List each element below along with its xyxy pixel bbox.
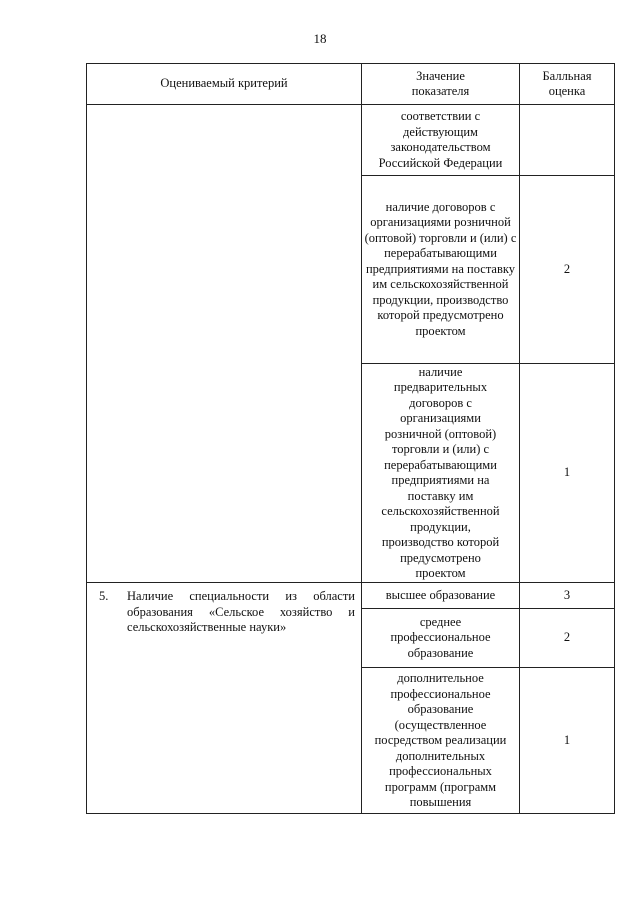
score-cell: 2: [520, 609, 615, 668]
score-cell: 3: [520, 583, 615, 609]
criterion-text: Наличие специальности из области образования «Сельское хозяйство и сельскохозяйственные науки»: [127, 589, 355, 634]
value-cell: высшее образование: [362, 583, 520, 609]
score-cell: [520, 105, 615, 176]
header-score: Балльная оценка: [520, 64, 615, 105]
criterion-cell-continued: [87, 105, 362, 583]
table-row: [87, 105, 615, 176]
table-row: [87, 583, 615, 609]
criteria-table: [86, 63, 615, 814]
header-criterion: Оцениваемый критерий: [87, 64, 362, 105]
score-cell: 2: [520, 176, 615, 364]
score-cell: 1: [520, 364, 615, 583]
criterion-number: 5.: [99, 589, 109, 603]
page-number: 18: [313, 31, 327, 46]
value-cell: наличие договоров с организациями розничной (оптовой) торговли и (или) с перерабатывающими предприятиями на поставку им сельскохозяйственной продукции, производство которой предусмотрено проектом: [362, 176, 520, 364]
criterion-cell-5: [87, 583, 362, 814]
header-value: Значение показателя: [362, 64, 520, 105]
value-cell: дополнительное профессиональное образование (осуществленное посредством реализации дополнительных профессиональных программ (программ повышения: [362, 668, 520, 814]
value-cell: соответствии с действующим законодательством Российской Федерации: [362, 105, 520, 176]
value-cell: наличие предварительных договоров с организациями розничной (оптовой) торговли и (или) с перерабатывающими предприятиями на поставку им сельскохозяйственной продукции, производство которой предусмотрено проектом: [362, 364, 520, 583]
score-cell: 1: [520, 668, 615, 814]
table-header-row: [87, 64, 615, 105]
value-cell: среднее профессиональное образование: [362, 609, 520, 668]
